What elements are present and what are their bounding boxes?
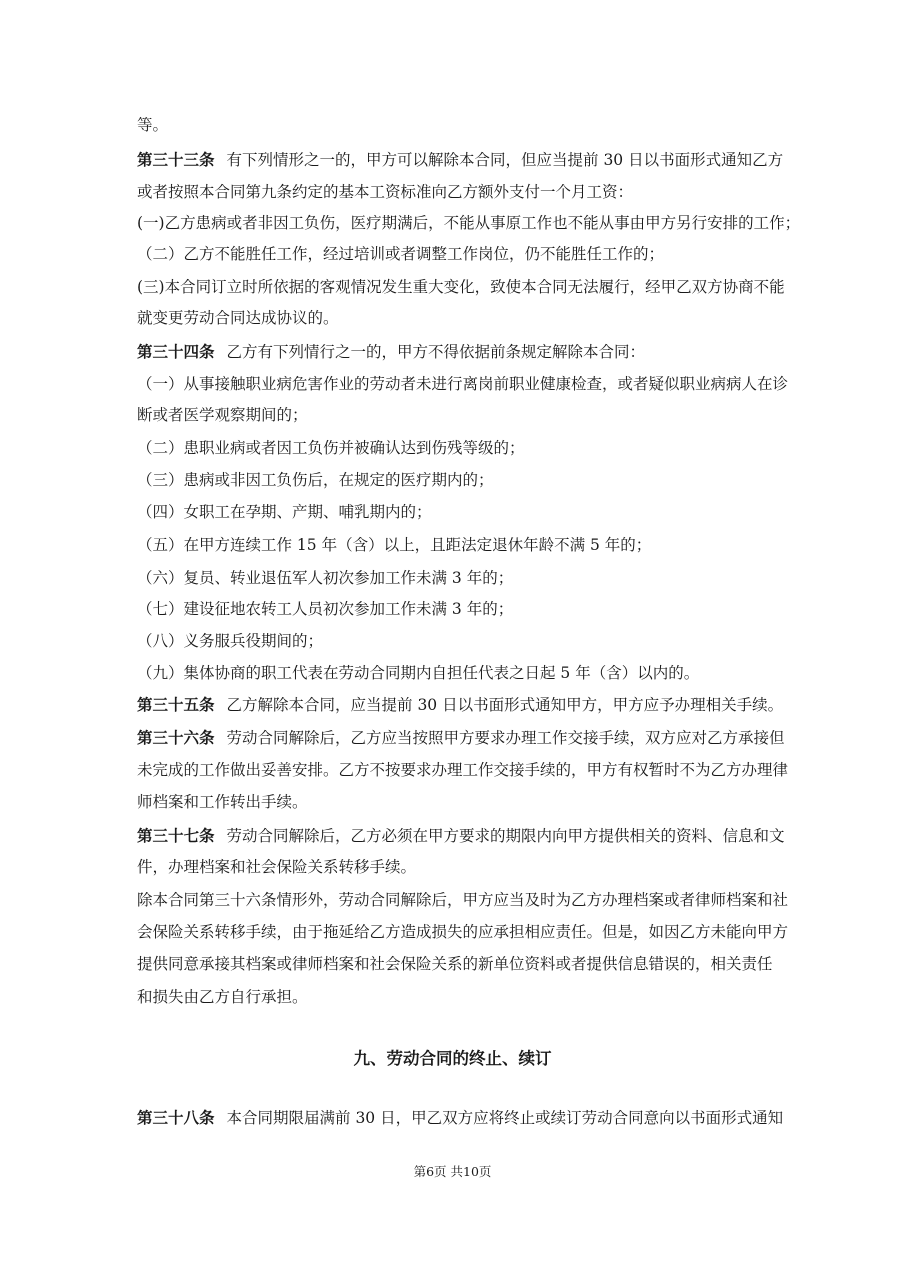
line-text: 或者按照本合同第九条约定的基本工资标准向乙方额外支付一个月工资： bbox=[137, 183, 634, 201]
section-heading: 九、劳动合同的终止、续订 bbox=[353, 1049, 552, 1068]
line-text: （八）义务服兵役期间的； bbox=[137, 632, 324, 650]
text-line bbox=[137, 308, 777, 328]
line-text: 和损失由乙方自行承担。 bbox=[137, 988, 308, 1006]
line-text: 等。 bbox=[137, 116, 169, 134]
text-line bbox=[137, 182, 777, 202]
line-text: 断或者医学观察期间的； bbox=[137, 406, 308, 424]
article-number: 第三十四条 bbox=[137, 342, 215, 361]
line-text: 件，办理档案和社会保险关系转移手续。 bbox=[137, 858, 417, 876]
line-text: 会保险关系转移手续，由于拖延给乙方造成损失的应承担相应责任。但是，如因乙方未能向甲方 bbox=[137, 923, 789, 941]
text-line bbox=[137, 115, 777, 135]
text-line bbox=[137, 695, 784, 715]
line-text: （二）乙方不能胜任工作，经过培训或者调整工作岗位，仍不能胜任工作的； bbox=[137, 245, 665, 263]
line-text: 师档案和工作转出手续。 bbox=[137, 793, 308, 811]
line-text: (三)本合同订立时所依据的客观情况发生重大变化，致使本合同无法履行，经甲乙双方协商不能 bbox=[137, 278, 785, 296]
text-line bbox=[137, 890, 789, 910]
line-text: (一)乙方患病或者非因工负伤，医疗期满后，不能从事原工作也不能从事由甲方另行安排的工作； bbox=[137, 214, 801, 232]
line-text: 乙方有下列情行之一的，甲方不得依据前条规定解除本合同： bbox=[226, 343, 646, 361]
text-line bbox=[137, 826, 785, 846]
article-number: 第三十六条 bbox=[137, 728, 215, 747]
line-text: 就变更劳动合同达成协议的。 bbox=[137, 309, 339, 327]
line-text: （一）从事接触职业病危害作业的劳动者未进行离岗前职业健康检查，或者疑似职业病病人在诊 bbox=[137, 375, 789, 393]
page-footer: 第6页 共10页 bbox=[413, 1164, 492, 1179]
text-line bbox=[137, 150, 784, 170]
line-text: 有下列情形之一的，甲方可以解除本合同，但应当提前 30 日以书面形式通知乙方 bbox=[226, 151, 784, 169]
text-line bbox=[137, 213, 801, 233]
article-number: 第三十五条 bbox=[137, 695, 215, 714]
text-line bbox=[137, 438, 777, 458]
line-text: 未完成的工作做出妥善安排。乙方不按要求办理工作交接手续的，甲方有权暂时不为乙方办理律 bbox=[137, 761, 789, 779]
text-line bbox=[137, 760, 789, 780]
line-text: （二）患职业病或者因工负伤并被确认达到伤残等级的； bbox=[137, 439, 525, 457]
line-text: （九）集体协商的职工代表在劳动合同期内自担任代表之日起 5 年（含）以内的。 bbox=[137, 664, 700, 682]
text-line bbox=[137, 405, 777, 425]
line-text: （七）建设征地农转工人员初次参加工作未满 3 年的； bbox=[137, 600, 514, 618]
text-line bbox=[137, 342, 777, 362]
text-line bbox=[137, 987, 777, 1007]
line-text: 除本合同第三十六条情形外，劳动合同解除后，甲方应当及时为乙方办理档案或者律师档案和社 bbox=[137, 891, 789, 909]
article-38-line bbox=[137, 1108, 784, 1128]
article-number: 第三十七条 bbox=[137, 826, 215, 845]
text-line bbox=[137, 631, 777, 651]
text-line bbox=[137, 535, 777, 555]
article-number: 第三十八条 bbox=[137, 1108, 215, 1127]
text-line bbox=[137, 663, 777, 683]
line-text: 提供同意承接其档案或律师档案和社会保险关系的新单位资料或者提供信息错误的，相关责任 bbox=[137, 955, 773, 973]
text-line bbox=[137, 728, 785, 748]
text-line bbox=[137, 568, 777, 588]
line-text: 劳动合同解除后，乙方必须在甲方要求的期限内向甲方提供相关的资料、信息和文 bbox=[226, 827, 785, 845]
text-line bbox=[137, 277, 785, 297]
article-text: 本合同期限届满前 30 日，甲乙双方应将终止或续订劳动合同意向以书面形式通知 bbox=[226, 1109, 784, 1127]
text-line bbox=[137, 502, 777, 522]
text-line bbox=[137, 470, 777, 490]
text-line bbox=[137, 374, 789, 394]
text-line bbox=[137, 857, 777, 877]
line-text: 乙方解除本合同，应当提前 30 日以书面形式通知甲方，甲方应予办理相关手续。 bbox=[226, 696, 784, 714]
line-text: （三）患病或非因工负伤后，在规定的医疗期内的； bbox=[137, 471, 494, 489]
line-text: 劳动合同解除后，乙方应当按照甲方要求办理工作交接手续，双方应对乙方承接但 bbox=[226, 729, 785, 747]
text-line bbox=[137, 954, 777, 974]
line-text: （六）复员、转业退伍军人初次参加工作未满 3 年的； bbox=[137, 569, 514, 587]
text-line bbox=[137, 922, 789, 942]
line-text: （五）在甲方连续工作 15 年（含）以上，且距法定退休年龄不满 5 年的； bbox=[137, 536, 652, 554]
article-number: 第三十三条 bbox=[137, 150, 215, 169]
text-line bbox=[137, 792, 777, 812]
text-line bbox=[137, 599, 777, 619]
text-line bbox=[137, 244, 777, 264]
line-text: （四）女职工在孕期、产期、哺乳期内的； bbox=[137, 503, 432, 521]
